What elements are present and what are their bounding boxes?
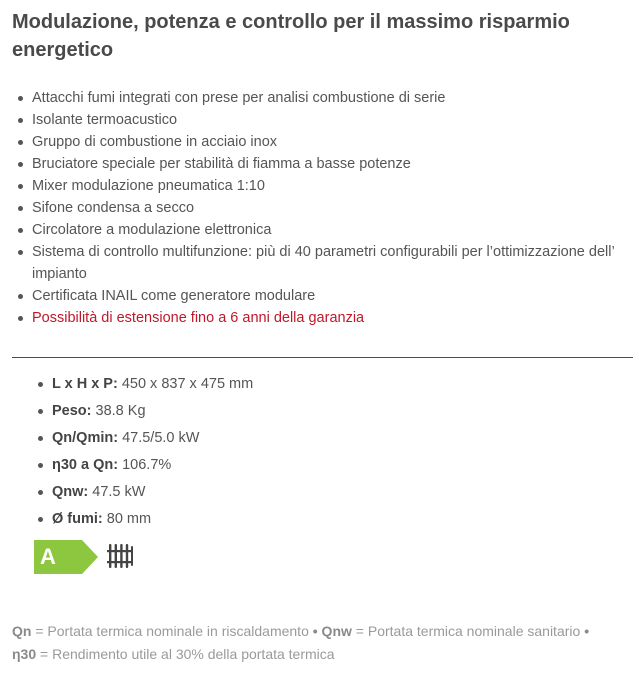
spec-label: L x H x P: [52, 376, 118, 392]
feature-item [14, 285, 624, 307]
feature-item [14, 197, 624, 219]
bullet-icon [18, 228, 23, 233]
feature-text: Sifone condensa a secco [32, 200, 195, 216]
footnote-definition: = Portata termica nominale sanitario [351, 623, 585, 639]
spec-item-dhw-power [34, 479, 253, 506]
feature-text: Mixer modulazione pneumatica 1:10 [32, 178, 265, 194]
bullet-icon [18, 294, 23, 299]
bullet-icon [18, 316, 23, 321]
bullet-icon [38, 517, 43, 522]
feature-item [14, 87, 624, 109]
feature-item-warranty [14, 307, 624, 329]
feature-text: Gruppo di combustione in acciaio inox [32, 134, 278, 150]
feature-text: Bruciatore speciale per stabilità di fiamma a basse potenze [32, 156, 411, 172]
feature-item [14, 219, 624, 241]
spec-label: η30 a Qn: [52, 457, 119, 473]
bullet-icon [18, 96, 23, 101]
footnote-separator: • [312, 623, 318, 639]
bullet-icon [18, 250, 23, 255]
spec-item-power [34, 425, 253, 452]
spec-value: 38.8 Kg [91, 403, 146, 419]
radiator-icon [106, 542, 134, 570]
bullet-icon [18, 184, 23, 189]
bullet-icon [38, 490, 43, 495]
spec-item-efficiency [34, 452, 253, 479]
spec-value: 450 x 837 x 475 mm [117, 376, 254, 392]
feature-list [14, 87, 624, 329]
energy-class-letter: A [40, 544, 56, 569]
spec-value: 47.5 kW [88, 484, 146, 500]
bullet-icon [38, 436, 43, 441]
feature-item [14, 131, 624, 153]
bullet-icon [18, 162, 23, 167]
spec-item-flue [34, 506, 253, 533]
bullet-icon [18, 118, 23, 123]
bullet-icon [18, 140, 23, 145]
section-divider [12, 357, 633, 358]
feature-text: Sistema di controllo multifunzione: più di 40 parametri configurabili per l’ottimizzazione dell’ impianto [32, 244, 615, 282]
spec-value: 47.5/5.0 kW [118, 430, 200, 446]
footnote-term: Qnw [317, 623, 352, 639]
feature-text: Attacchi fumi integrati con prese per analisi combustione di serie [32, 90, 446, 106]
bullet-icon [38, 463, 43, 468]
bullet-icon [38, 409, 43, 414]
spec-value: 80 mm [102, 511, 152, 527]
feature-text: Circolatore a modulazione elettronica [32, 222, 272, 238]
footnote-definition: = Rendimento utile al 30% della portata termica [36, 646, 335, 662]
feature-text: Isolante termoacustico [32, 112, 178, 128]
spec-label: Ø fumi: [52, 511, 103, 527]
feature-text: Certificata INAIL come generatore modulare [32, 288, 316, 304]
bullet-icon [18, 206, 23, 211]
footnote [12, 620, 612, 666]
spec-value: 106.7% [118, 457, 172, 473]
feature-item [14, 241, 624, 285]
section-heading: Modulazione, potenza e controllo per il massimo risparmio energetico [12, 11, 570, 61]
spec-label: Qn/Qmin: [52, 430, 119, 446]
spec-label: Qnw: [52, 484, 89, 500]
footnote-definition: = Portata termica nominale in riscaldamento [31, 623, 313, 639]
energy-label [34, 540, 144, 574]
bullet-icon [38, 382, 43, 387]
footnote-separator: • [584, 623, 590, 639]
footnote-term: Qn [12, 623, 32, 639]
feature-item [14, 175, 624, 197]
spec-item-dimensions [34, 371, 253, 398]
warranty-text: Possibilità di estensione fino a 6 anni della garanzia [32, 310, 365, 326]
feature-item [14, 109, 624, 131]
spec-label: Peso: [52, 403, 92, 419]
spec-item-weight [34, 398, 253, 425]
feature-item [14, 153, 624, 175]
spec-list [34, 371, 253, 533]
footnote-term: η30 [12, 646, 37, 662]
